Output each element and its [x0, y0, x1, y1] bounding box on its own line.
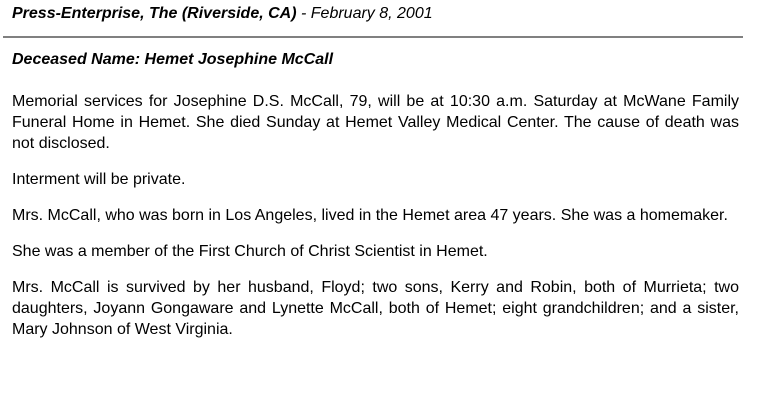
obituary-body: [12, 91, 739, 355]
header-divider: [3, 36, 743, 38]
deceased-name: Deceased Name: Hemet Josephine McCall: [12, 51, 334, 68]
paragraph-survivors: Mrs. McCall is survived by her husband, Floyd; two sons, Kerry and Robin, both of Murrieta; two daughters, Joyann Gongaware and Lynette McCall, both of Hemet; eight grandchildren; and a sister, Mary Johnson of West Virginia.: [12, 279, 739, 338]
header-separator: -: [296, 5, 311, 22]
publication-name: Press-Enterprise, The (Riverside, CA): [12, 5, 297, 22]
paragraph-church: She was a member of the First Church of Christ Scientist in Hemet.: [12, 243, 488, 260]
paragraph-biography: Mrs. McCall, who was born in Los Angeles, lived in the Hemet area 47 years. She was a homemaker.: [12, 207, 728, 224]
paragraph-interment: Interment will be private.: [12, 171, 186, 188]
publication-date: February 8, 2001: [310, 5, 433, 22]
paragraph-memorial: Memorial services for Josephine D.S. McCall, 79, will be at 10:30 a.m. Saturday at McWane Family Funeral Home in Hemet. She died Sunday at Hemet Valley Medical Center. The cause of death was not disclosed.: [12, 93, 739, 152]
source-header: [12, 5, 433, 23]
